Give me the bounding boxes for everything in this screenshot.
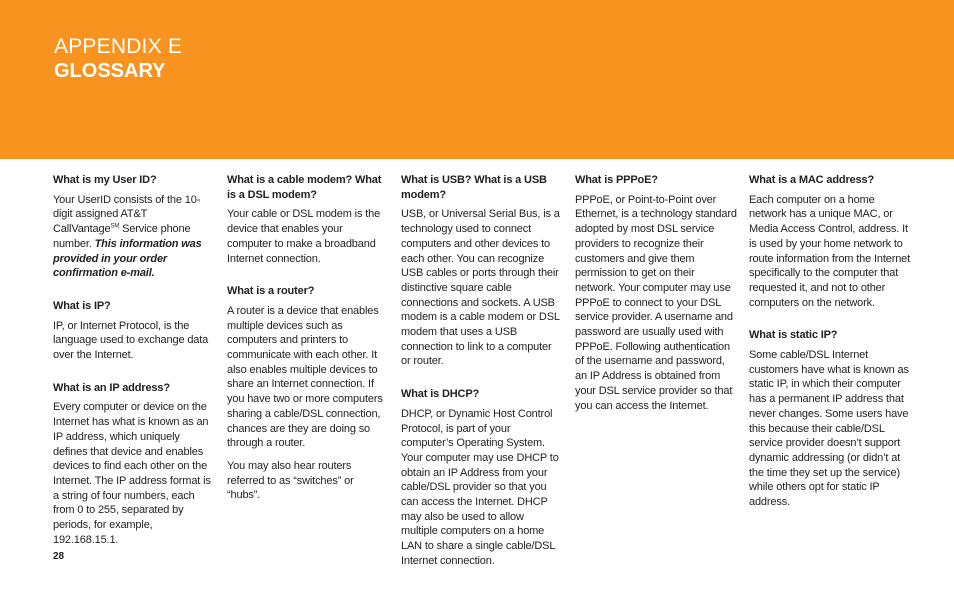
glossary-column-4 <box>575 173 737 431</box>
question-router: What is a router? <box>227 285 315 298</box>
answer-user-id <box>53 193 215 281</box>
question-modem: What is a cable modem? What is a DSL modem? <box>227 174 382 201</box>
answer-static-ip: Some cable/DSL Internet customers have what is known as static IP, in which their computer has a permanent IP address that never changes. Some users have this because their cable/DSL service provider doesn’t support dynamic addressing (or didn’t at the time they set up the service) while others opt for static IP address. <box>749 349 909 509</box>
question-usb: What is USB? What is a USB modem? <box>401 174 547 201</box>
answer-router: A router is a device that enables multiple devices such as computers and printers to communicate with each other. It also enables multiple devices to share an Internet connection. If you have two or more computers sharing a cable/DSL connection, chances are they are doing so through a router. <box>227 304 383 450</box>
glossary-column-5 <box>749 173 911 528</box>
question-dhcp: What is DHCP? <box>401 388 480 401</box>
page-number: 28 <box>53 551 65 562</box>
question-static-ip: What is static IP? <box>749 329 838 342</box>
answer-mac-address: Each computer on a home network has a unique MAC, or Media Access Control, address. It is used by your home network to route information from the Internet specifically to the computer that requested it, and not to other computers on the network. <box>749 193 911 309</box>
page-title: GLOSSARY <box>54 60 166 82</box>
glossary-column-3 <box>401 173 563 587</box>
glossary-column-2 <box>227 173 389 521</box>
service-mark: SM <box>110 223 120 230</box>
question-ip: What is IP? <box>53 299 111 312</box>
question-pppoe: What is PPPoE? <box>575 174 658 186</box>
answer-ip-address: Every computer or device on the Internet has what is known as an IP address, which uniquely defines that device and enables devices to find each other on the Internet. The IP address format is a string of four numbers, each from 0 to 255, separated by periods, for example, 192.168.15.1. <box>53 401 211 546</box>
answer-pppoe: PPPoE, or Point-to-Point over Ethernet, is a technology standard adopted by most DSL service providers to recognize their customers and give them permission to get on their network. Your computer may use PPPoE to connect to your DSL service provider. A username and password are usually used with PPPoE. Following authentication of the username and password, an IP Address is obtained from your DSL service provider so that you can access the Internet. <box>575 193 737 412</box>
answer-ip: IP, or Internet Protocol, is the language used to exchange data over the Internet. <box>53 319 209 362</box>
answer-user-id-text: Your UserID consists of the 10-digit assigned AT&T CallVantage <box>53 193 201 236</box>
answer-modem: Your cable or DSL modem is the device that enables your computer to make a broadband Internet connection. <box>227 208 381 265</box>
question-mac-address: What is a MAC address? <box>749 174 875 186</box>
answer-user-id-text-2: Service phone number. <box>53 223 191 250</box>
appendix-label: APPENDIX E <box>54 35 183 58</box>
answer-router-aliases: You may also hear routers referred to as “switches” or “hubs”. <box>227 459 354 502</box>
answer-user-id-emphasis: This information was provided in your order confirmation e-mail. <box>53 237 202 280</box>
question-ip-address: What is an IP address? <box>53 381 170 394</box>
answer-usb: USB, or Universal Serial Bus, is a technology used to connect computers and other devices to each other. You can recognize USB cables or ports through their distinctive square cable connections and sockets. A USB modem is a cable modem or DSL modem that uses a USB connection to link to a computer or router. <box>401 208 560 368</box>
glossary-column-1 <box>53 173 215 565</box>
header-banner <box>0 0 954 159</box>
question-user-id: What is my User ID? <box>53 174 157 186</box>
answer-dhcp: DHCP, or Dynamic Host Control Protocol, is part of your computer’s Operating System. Your computer may use DHCP to obtain an IP Address from your cable/DSL provider so that you can access the Internet. DHCP may also be used to allow multiple computers on a home LAN to share a single cable/DSL Internet connection. <box>401 407 559 567</box>
